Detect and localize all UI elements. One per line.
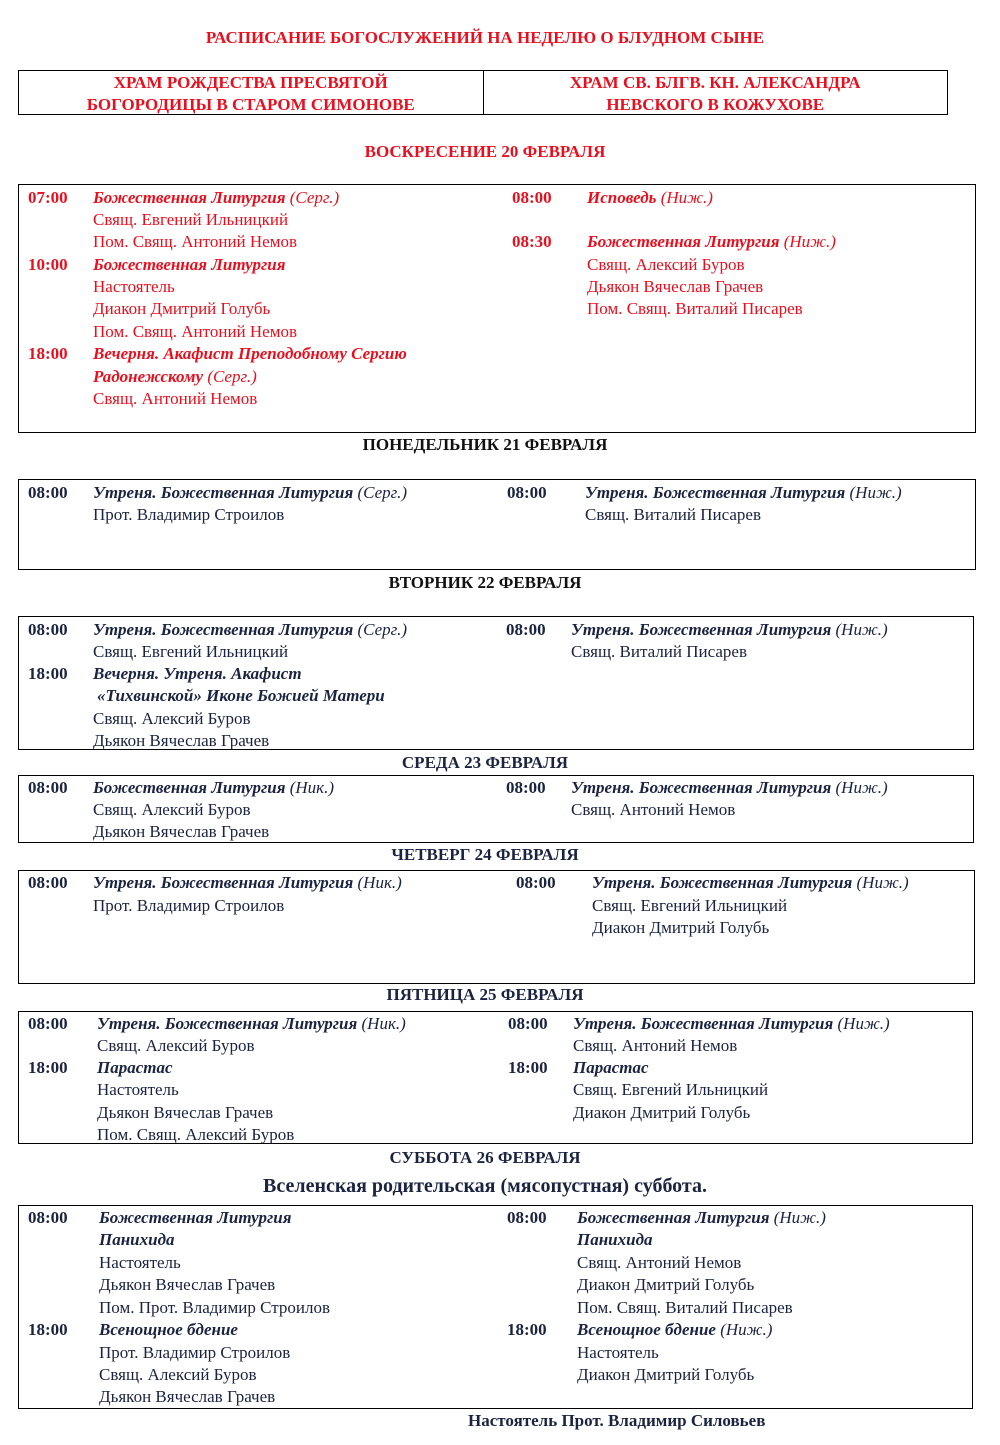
tuesday-schedule-box bbox=[18, 616, 974, 750]
clergy-name: Настоятель bbox=[577, 1343, 659, 1362]
service-title: Всенощное бдение (Ниж.) bbox=[577, 1320, 773, 1339]
clergy-name: Пом. Свящ. Антоний Немов bbox=[93, 232, 297, 251]
time: 18:00 bbox=[28, 1320, 68, 1339]
clergy-name: Настоятель bbox=[99, 1253, 181, 1272]
clergy-name: Диакон Дмитрий Голубь bbox=[573, 1103, 751, 1122]
day-heading-thursday: ЧЕТВЕРГ 24 ФЕВРАЛЯ bbox=[391, 845, 579, 864]
service-title: Исповедь (Ниж.) bbox=[587, 188, 713, 207]
church-right-line-1: ХРАМ СВ. БЛГВ. КН. АЛЕКСАНДРА bbox=[569, 73, 861, 92]
service-title: Утреня. Божественная Литургия (Ниж.) bbox=[571, 620, 888, 639]
chapel-label: (Ниж.) bbox=[835, 778, 888, 797]
clergy-name: Диакон Дмитрий Голубь bbox=[592, 918, 770, 937]
service-title: «Тихвинской» Иконе Божией Матери bbox=[97, 686, 385, 705]
chapel-label: (Ник.) bbox=[361, 1014, 406, 1033]
clergy-name: Свящ. Алексий Буров bbox=[587, 255, 745, 274]
time: 08:00 bbox=[28, 1208, 68, 1227]
time: 08:00 bbox=[28, 778, 68, 797]
wednesday-schedule-box bbox=[18, 775, 974, 843]
time: 08:00 bbox=[28, 483, 68, 502]
saturday-note: Вселенская родительская (мясопустная) суббота. bbox=[263, 1175, 707, 1197]
day-heading-friday: ПЯТНИЦА 25 ФЕВРАЛЯ bbox=[386, 985, 584, 1004]
clergy-name: Настоятель bbox=[93, 277, 175, 296]
service-title: Божественная Литургия bbox=[93, 255, 286, 274]
clergy-name: Прот. Владимир Строилов bbox=[99, 1343, 291, 1362]
clergy-name: Пом. Свящ. Виталий Писарев bbox=[577, 1298, 793, 1317]
chapel-label: (Серг.) bbox=[289, 188, 340, 207]
friday-schedule-box bbox=[18, 1011, 973, 1144]
service-title: Радонежскому (Серг.) bbox=[93, 367, 257, 386]
clergy-name: Прот. Владимир Строилов bbox=[93, 505, 285, 524]
service-title: Божественная Литургия (Ник.) bbox=[93, 778, 335, 797]
chapel-label: (Ниж.) bbox=[835, 620, 888, 639]
service-title: Панихида bbox=[577, 1230, 653, 1249]
chapel-label: (Ниж.) bbox=[849, 483, 902, 502]
clergy-name: Диакон Дмитрий Голубь bbox=[93, 299, 271, 318]
church-right-header bbox=[483, 71, 948, 114]
thursday-schedule-box bbox=[18, 870, 975, 984]
clergy-name: Свящ. Антоний Немов bbox=[93, 389, 258, 408]
time: 08:00 bbox=[28, 620, 68, 639]
clergy-name: Дьякон Вячеслав Грачев bbox=[93, 731, 270, 750]
chapel-label: (Ник.) bbox=[289, 778, 335, 797]
time: 18:00 bbox=[507, 1320, 547, 1339]
chapel-label: (Ниж.) bbox=[856, 873, 909, 892]
clergy-name: Свящ. Алексий Буров bbox=[99, 1365, 257, 1384]
church-right-line-2: НЕВСКОГО В КОЖУХОВЕ bbox=[606, 95, 825, 114]
service-title: Утреня. Божественная Литургия (Ниж.) bbox=[573, 1014, 890, 1033]
time: 08:30 bbox=[512, 232, 552, 251]
chapel-label: (Серг.) bbox=[207, 367, 257, 386]
clergy-name: Свящ. Алексий Буров bbox=[97, 1036, 255, 1055]
service-title: Вечерня. Утреня. Акафист bbox=[93, 664, 302, 683]
service-title: Парастас bbox=[97, 1058, 173, 1077]
time: 08:00 bbox=[508, 1014, 548, 1033]
footer-signature: Настоятель Прот. Владимир Силовьев bbox=[468, 1411, 766, 1430]
clergy-name: Свящ. Антоний Немов bbox=[573, 1036, 738, 1055]
clergy-name: Пом. Свящ. Виталий Писарев bbox=[587, 299, 803, 318]
clergy-name: Диакон Дмитрий Голубь bbox=[577, 1365, 755, 1384]
day-heading-saturday: СУББОТА 26 ФЕВРАЛЯ bbox=[389, 1148, 581, 1167]
time: 18:00 bbox=[28, 1058, 68, 1077]
clergy-name: Прот. Владимир Строилов bbox=[93, 896, 285, 915]
time: 08:00 bbox=[516, 873, 556, 892]
time: 08:00 bbox=[506, 778, 546, 797]
clergy-name: Дьякон Вячеслав Грачев bbox=[99, 1387, 276, 1406]
chapel-label: (Ниж.) bbox=[773, 1208, 826, 1227]
clergy-name: Свящ. Виталий Писарев bbox=[571, 642, 747, 661]
day-heading-monday: ПОНЕДЕЛЬНИК 21 ФЕВРАЛЯ bbox=[362, 435, 608, 454]
service-title: Утреня. Божественная Литургия (Ниж.) bbox=[585, 483, 902, 502]
clergy-name: Свящ. Евгений Ильницкий bbox=[592, 896, 788, 915]
service-title: Вечерня. Акафист Преподобному Сергию bbox=[93, 344, 407, 363]
time: 08:00 bbox=[507, 483, 547, 502]
service-title: Божественная Литургия (Серг.) bbox=[93, 188, 340, 207]
day-heading-tuesday: ВТОРНИК 22 ФЕВРАЛЯ bbox=[388, 573, 582, 592]
clergy-name: Свящ. Антоний Немов bbox=[577, 1253, 742, 1272]
clergy-name: Диакон Дмитрий Голубь bbox=[577, 1275, 755, 1294]
chapel-label: (Ниж.) bbox=[660, 188, 713, 207]
clergy-name: Свящ. Алексий Буров bbox=[93, 800, 251, 819]
service-title: Утреня. Божественная Литургия (Серг.) bbox=[93, 620, 407, 639]
clergy-name: Пом. Свящ. Антоний Немов bbox=[93, 322, 297, 341]
church-left-header bbox=[19, 71, 483, 114]
service-title: Божественная Литургия (Ниж.) bbox=[577, 1208, 826, 1227]
clergy-name: Дьякон Вячеслав Грачев bbox=[587, 277, 764, 296]
service-title: Утреня. Божественная Литургия (Ник.) bbox=[97, 1014, 406, 1033]
clergy-name: Свящ. Евгений Ильницкий bbox=[573, 1080, 769, 1099]
service-title: Утреня. Божественная Литургия (Ниж.) bbox=[592, 873, 909, 892]
clergy-name: Дьякон Вячеслав Грачев bbox=[97, 1103, 274, 1122]
clergy-name: Пом. Прот. Владимир Строилов bbox=[99, 1298, 330, 1317]
service-title: Божественная Литургия (Ниж.) bbox=[587, 232, 836, 251]
clergy-name: Дьякон Вячеслав Грачев bbox=[93, 822, 270, 841]
service-title: Утреня. Божественная Литургия (Ник.) bbox=[93, 873, 402, 892]
chapel-label: (Ник.) bbox=[357, 873, 402, 892]
chapel-label: (Серг.) bbox=[357, 620, 407, 639]
chapel-label: (Серг.) bbox=[357, 483, 407, 502]
time: 08:00 bbox=[28, 873, 68, 892]
service-title: Панихида bbox=[99, 1230, 175, 1249]
service-title: Утреня. Божественная Литургия (Серг.) bbox=[93, 483, 407, 502]
time: 08:00 bbox=[28, 1014, 68, 1033]
church-left-line-2: БОГОРОДИЦЫ В СТАРОМ СИМОНОВЕ bbox=[86, 95, 415, 114]
service-title: Всенощное бдение bbox=[99, 1320, 238, 1339]
service-title: Божественная Литургия bbox=[99, 1208, 292, 1227]
chapel-label: (Ниж.) bbox=[783, 232, 836, 251]
time: 07:00 bbox=[28, 188, 68, 207]
clergy-name: Дьякон Вячеслав Грачев bbox=[99, 1275, 276, 1294]
clergy-name: Свящ. Алексий Буров bbox=[93, 709, 251, 728]
clergy-name: Свящ. Антоний Немов bbox=[571, 800, 736, 819]
church-left-line-1: ХРАМ РОЖДЕСТВА ПРЕСВЯТОЙ bbox=[113, 73, 388, 92]
day-heading-sunday: ВОСКРЕСЕНИЕ 20 ФЕВРАЛЯ bbox=[364, 142, 606, 161]
time: 18:00 bbox=[28, 344, 68, 363]
day-heading-wednesday: СРЕДА 23 ФЕВРАЛЯ bbox=[401, 753, 569, 772]
time: 10:00 bbox=[28, 255, 68, 274]
page-title: РАСПИСАНИЕ БОГОСЛУЖЕНИЙ НА НЕДЕЛЮ О БЛУДНОМ СЫНЕ bbox=[205, 28, 765, 47]
time: 18:00 bbox=[508, 1058, 548, 1077]
service-title: Утреня. Божественная Литургия (Ниж.) bbox=[571, 778, 888, 797]
time: 08:00 bbox=[506, 620, 546, 639]
service-title: Парастас bbox=[573, 1058, 649, 1077]
clergy-name: Пом. Свящ. Алексий Буров bbox=[97, 1125, 295, 1144]
chapel-label: (Ниж.) bbox=[837, 1014, 890, 1033]
clergy-name: Свящ. Виталий Писарев bbox=[585, 505, 761, 524]
chapel-label: (Ниж.) bbox=[720, 1320, 773, 1339]
clergy-name: Свящ. Евгений Ильницкий bbox=[93, 210, 289, 229]
time: 18:00 bbox=[28, 664, 68, 683]
time: 08:00 bbox=[512, 188, 552, 207]
saturday-schedule-box bbox=[18, 1205, 973, 1409]
clergy-name: Настоятель bbox=[97, 1080, 179, 1099]
time: 08:00 bbox=[507, 1208, 547, 1227]
sunday-schedule-box bbox=[18, 184, 976, 433]
clergy-name: Свящ. Евгений Ильницкий bbox=[93, 642, 289, 661]
church-header-table bbox=[18, 70, 948, 115]
monday-schedule-box bbox=[18, 479, 976, 570]
